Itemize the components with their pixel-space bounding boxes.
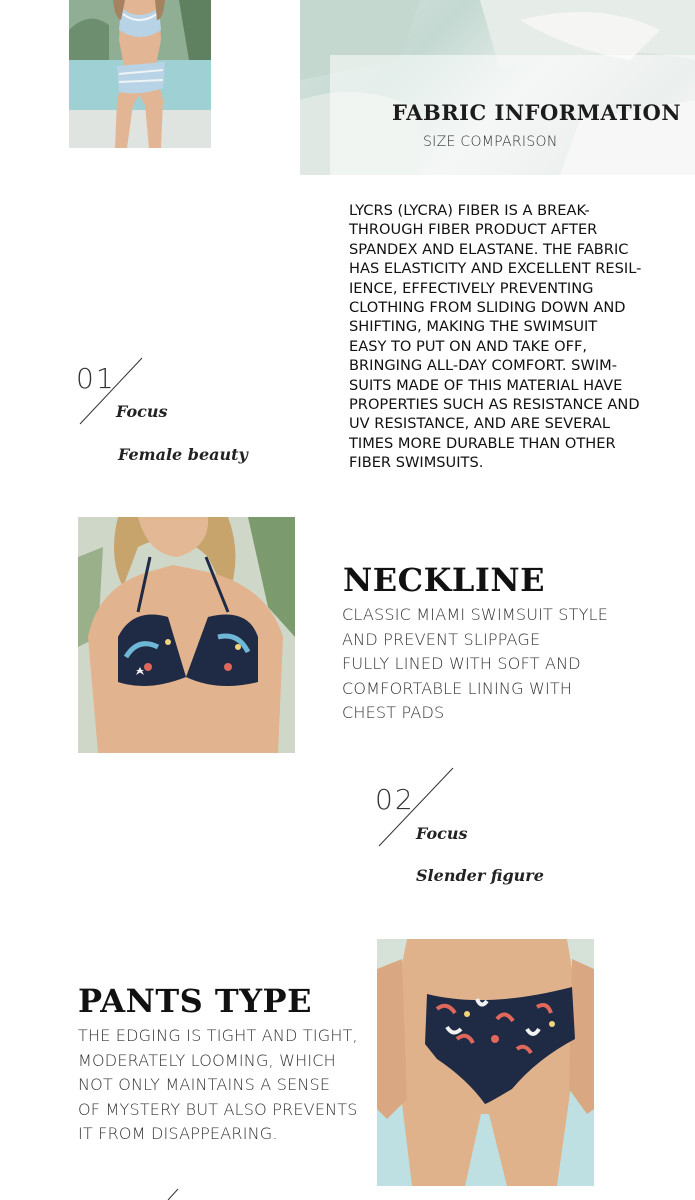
fabric-desc-line: SHIFTING, MAKING THE SWIMSUIT [349,318,598,336]
neckline-line: CHEST PADS [342,703,445,723]
neckline-line: FULLY LINED WITH SOFT AND [342,654,581,674]
fabric-desc-line: FIBER SWIMSUITS. [349,454,484,472]
fabric-description [349,201,669,473]
pants-line: THE EDGING IS TIGHT AND TIGHT, [78,1026,358,1045]
pants-line: MODERATELY LOOMING, WHICH [78,1050,336,1070]
pants-title: PANTS TYPE [78,982,312,1020]
fabric-desc-line: EASY TO PUT ON AND TAKE OFF, [349,337,588,355]
product-photo-pool [69,0,211,148]
fabric-desc-line: SUITS MADE OF THIS MATERIAL HAVE [349,376,623,394]
product-photo-pants [377,939,594,1186]
neckline-model-illustration [78,517,295,753]
fabric-subtitle: SIZE COMPARISON [423,134,558,150]
focus-1-label: Focus [116,402,168,421]
focus-2-number: 02 [375,783,415,816]
pants-description [78,1024,358,1147]
fabric-desc-line: SPANDEX AND ELASTANE. THE FABRIC [349,240,629,258]
focus-2-caption: Slender figure [416,866,544,885]
fabric-desc-line: LYCRS (LYCRA) FIBER IS A BREAK- [349,202,590,219]
fabric-banner [300,0,695,175]
focus-3-slash-partial [160,1188,180,1200]
pool-model-illustration [69,0,211,148]
pants-line: OF MYSTERY BUT ALSO PREVENTS [78,1099,358,1119]
neckline-title: NECKLINE [343,561,546,599]
fabric-desc-line: HAS ELASTICITY AND EXCELLENT RESIL- [349,260,642,278]
focus-1-number: 01 [76,362,116,395]
neckline-line: AND PREVENT SLIPPAGE [342,629,541,649]
neckline-line: CLASSIC MIAMI SWIMSUIT STYLE [342,605,609,624]
pants-model-illustration [377,939,594,1186]
pants-line: NOT ONLY MAINTAINS A SENSE [78,1075,331,1095]
neckline-description [342,603,608,726]
fabric-desc-line: TIMES MORE DURABLE THAN OTHER [349,434,616,452]
pants-line: IT FROM DISAPPEARING. [78,1124,278,1144]
fabric-desc-line: BRINGING ALL-DAY COMFORT. SWIM- [349,357,618,375]
product-photo-neckline [78,517,295,753]
neckline-line: COMFORTABLE LINING WITH [342,678,573,698]
focus-1-caption: Female beauty [118,445,248,464]
fabric-desc-line: PROPERTIES SUCH AS RESISTANCE AND [349,396,640,414]
fabric-desc-line: IENCE, EFFECTIVELY PREVENTING [349,279,594,297]
fabric-title: FABRIC INFORMATION [392,100,682,125]
fabric-desc-line: CLOTHING FROM SLIDING DOWN AND [349,299,626,317]
fabric-desc-line: THROUGH FIBER PRODUCT AFTER [349,221,598,239]
focus-2-label: Focus [416,824,468,843]
fabric-desc-line: UV RESISTANCE, AND ARE SEVERAL [349,415,610,433]
